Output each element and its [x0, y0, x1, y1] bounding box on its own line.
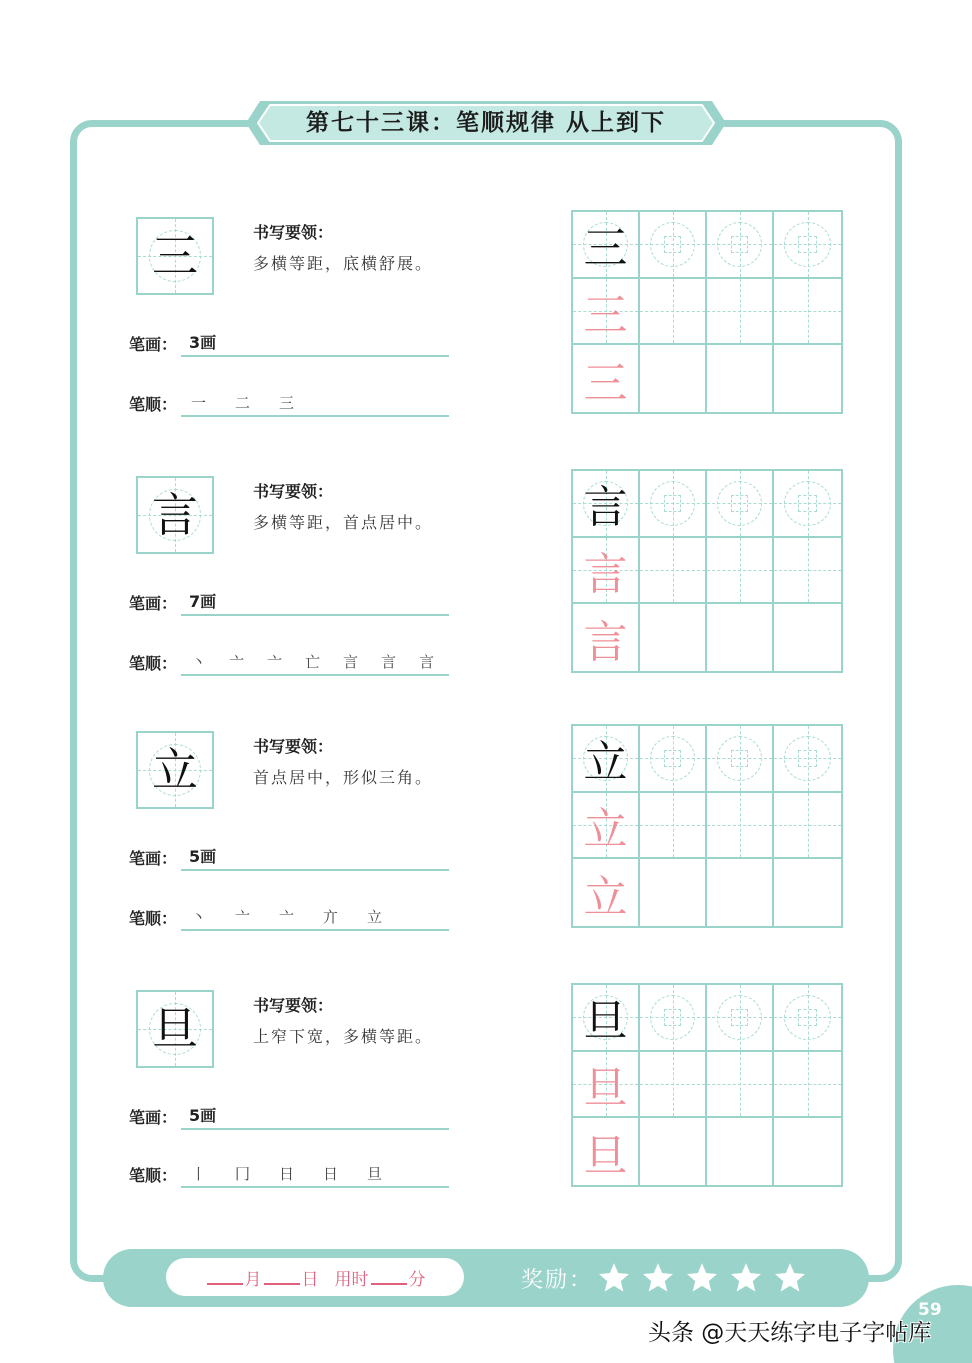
watermark: 头条 @天天练字电子字帖库 [648, 1320, 932, 1346]
practice-grid [571, 724, 843, 928]
tip-text: 上窄下宽，多横等距。 [253, 1027, 434, 1046]
grid-cell-trace[interactable]: 立 [573, 793, 640, 860]
stroke-order-label: 笔顺： [129, 1166, 178, 1185]
tip-title: 书写要领： [253, 996, 334, 1015]
stroke-count-value: 5画 [189, 847, 217, 866]
stroke-step: 立 [367, 908, 383, 926]
grid-cell-model: 三 [573, 212, 640, 279]
grid-cell-empty[interactable] [774, 212, 841, 279]
model-char-box [136, 217, 214, 295]
minutes-label: 分 [408, 1269, 426, 1290]
stroke-count-row [129, 327, 449, 357]
grid-cell-empty[interactable] [774, 604, 841, 671]
practice-grid [571, 469, 843, 673]
stroke-step: 日 [279, 1165, 295, 1183]
stroke-step: 亠 [235, 908, 251, 926]
grid-cell-trace[interactable]: 旦 [573, 1118, 640, 1185]
practice-grid [571, 210, 843, 414]
grid-cell-empty[interactable] [640, 471, 707, 538]
stroke-count-label: 笔画： [129, 1108, 178, 1127]
star-icon[interactable] [685, 1261, 719, 1295]
grid-cell-empty[interactable] [774, 859, 841, 926]
grid-cell-empty[interactable] [774, 793, 841, 860]
stroke-step: 亠 [279, 908, 295, 926]
stroke-step: 冂 [235, 1165, 251, 1183]
practice-grid [571, 983, 843, 1187]
tip-text: 首点居中，形似三角。 [253, 768, 434, 787]
stroke-step: 亠 [267, 653, 283, 671]
tip-text: 多横等距，首点居中。 [253, 513, 434, 532]
grid-cell-empty[interactable] [707, 793, 774, 860]
month-blank[interactable] [207, 1269, 243, 1285]
stroke-step: 言 [343, 653, 359, 671]
stroke-step: 三 [279, 394, 295, 412]
date-time-pill [166, 1258, 464, 1296]
grid-cell-empty[interactable] [707, 859, 774, 926]
grid-cell-model: 旦 [573, 985, 640, 1052]
grid-cell-empty[interactable] [640, 1052, 707, 1119]
grid-cell-trace[interactable]: 三 [573, 345, 640, 412]
grid-cell-empty[interactable] [640, 345, 707, 412]
model-char: 三 [152, 229, 198, 283]
model-char-box [136, 476, 214, 554]
model-char-box [136, 990, 214, 1068]
grid-cell-empty[interactable] [707, 471, 774, 538]
grid-cell-trace[interactable]: 立 [573, 859, 640, 926]
stroke-step: 一 [191, 394, 207, 412]
reward-label: 奖励： [521, 1267, 594, 1293]
stroke-order-label: 笔顺： [129, 909, 178, 928]
stroke-step: 旦 [367, 1165, 383, 1183]
grid-cell-empty[interactable] [774, 345, 841, 412]
grid-cell-trace[interactable]: 旦 [573, 1052, 640, 1119]
stroke-order-list [191, 392, 323, 413]
stroke-order-list [191, 1163, 411, 1184]
stroke-step: 丶 [191, 908, 207, 926]
stroke-count-label: 笔画： [129, 335, 178, 354]
stroke-step: 丶 [191, 653, 207, 671]
stroke-count-label: 笔画： [129, 849, 178, 868]
stroke-step: 亣 [323, 908, 339, 926]
model-char-box [136, 731, 214, 809]
grid-cell-empty[interactable] [707, 726, 774, 793]
stroke-order-row [129, 646, 449, 676]
stroke-step: 言 [381, 653, 397, 671]
star-icon[interactable] [729, 1261, 763, 1295]
day-label: 日 [301, 1269, 319, 1290]
stroke-step: 日 [323, 1165, 339, 1183]
stroke-order-label: 笔顺： [129, 395, 178, 414]
grid-cell-trace[interactable]: 三 [573, 279, 640, 346]
tip-title: 书写要领： [253, 223, 334, 242]
character-section-1 [0, 217, 972, 447]
stroke-order-row [129, 1158, 449, 1188]
stroke-step: 二 [235, 394, 251, 412]
grid-cell-empty[interactable] [774, 726, 841, 793]
grid-cell-empty[interactable] [707, 1118, 774, 1185]
stroke-count-row [129, 841, 449, 871]
grid-cell-empty[interactable] [707, 212, 774, 279]
grid-cell-empty[interactable] [640, 538, 707, 605]
footer-bar [103, 1249, 869, 1307]
lesson-title-banner [246, 101, 726, 145]
day-blank[interactable] [264, 1269, 300, 1285]
stroke-order-row [129, 901, 449, 931]
grid-cell-empty[interactable] [774, 1118, 841, 1185]
grid-cell-empty[interactable] [774, 538, 841, 605]
grid-cell-trace[interactable]: 言 [573, 604, 640, 671]
stroke-count-value: 3画 [189, 333, 217, 352]
tip-title: 书写要领： [253, 737, 334, 756]
stroke-count-value: 7画 [189, 592, 217, 611]
grid-cell-empty[interactable] [707, 538, 774, 605]
tip-text: 多横等距，底横舒展。 [253, 254, 434, 273]
page-number: 59 [918, 1300, 942, 1320]
grid-cell-empty[interactable] [774, 471, 841, 538]
grid-cell-empty[interactable] [640, 726, 707, 793]
grid-cell-empty[interactable] [774, 1052, 841, 1119]
lesson-title: 第七十三课：笔顺规律 从上到下 [305, 110, 666, 136]
reward-area [521, 1249, 817, 1307]
grid-cell-empty[interactable] [640, 604, 707, 671]
grid-cell-empty[interactable] [707, 279, 774, 346]
star-icon[interactable] [641, 1261, 675, 1295]
minutes-blank[interactable] [371, 1269, 407, 1285]
grid-cell-empty[interactable] [774, 985, 841, 1052]
stroke-order-row [129, 387, 449, 417]
tip-title: 书写要领： [253, 482, 334, 501]
stroke-order-list [191, 906, 411, 927]
grid-cell-empty[interactable] [640, 859, 707, 926]
model-char: 言 [152, 488, 198, 542]
time-used-label: 用时 [334, 1269, 369, 1290]
grid-cell-empty[interactable] [707, 345, 774, 412]
stroke-count-row [129, 586, 449, 616]
grid-cell-empty[interactable] [774, 279, 841, 346]
grid-cell-trace[interactable]: 言 [573, 538, 640, 605]
grid-cell-empty[interactable] [640, 793, 707, 860]
star-icon[interactable] [597, 1261, 631, 1295]
character-section-3 [0, 731, 972, 961]
grid-cell-empty[interactable] [707, 985, 774, 1052]
stroke-step: 言 [419, 653, 435, 671]
grid-cell-empty[interactable] [640, 985, 707, 1052]
character-section-2 [0, 476, 972, 706]
stroke-count-row [129, 1100, 449, 1130]
grid-cell-empty[interactable] [707, 604, 774, 671]
grid-cell-model: 言 [573, 471, 640, 538]
stroke-count-label: 笔画： [129, 594, 178, 613]
grid-cell-empty[interactable] [640, 279, 707, 346]
stroke-step: 亡 [305, 653, 321, 671]
stroke-order-list [191, 651, 457, 672]
character-section-4 [0, 990, 972, 1220]
month-label: 月 [244, 1269, 262, 1290]
stroke-order-label: 笔顺： [129, 654, 178, 673]
stroke-step: 丨 [191, 1165, 207, 1183]
grid-cell-model: 立 [573, 726, 640, 793]
model-char: 旦 [152, 1002, 198, 1056]
stroke-step: 亠 [229, 653, 245, 671]
grid-cell-empty[interactable] [640, 1118, 707, 1185]
grid-cell-empty[interactable] [707, 1052, 774, 1119]
model-char: 立 [152, 743, 198, 797]
star-icon[interactable] [773, 1261, 807, 1295]
stroke-count-value: 5画 [189, 1106, 217, 1125]
grid-cell-empty[interactable] [640, 212, 707, 279]
